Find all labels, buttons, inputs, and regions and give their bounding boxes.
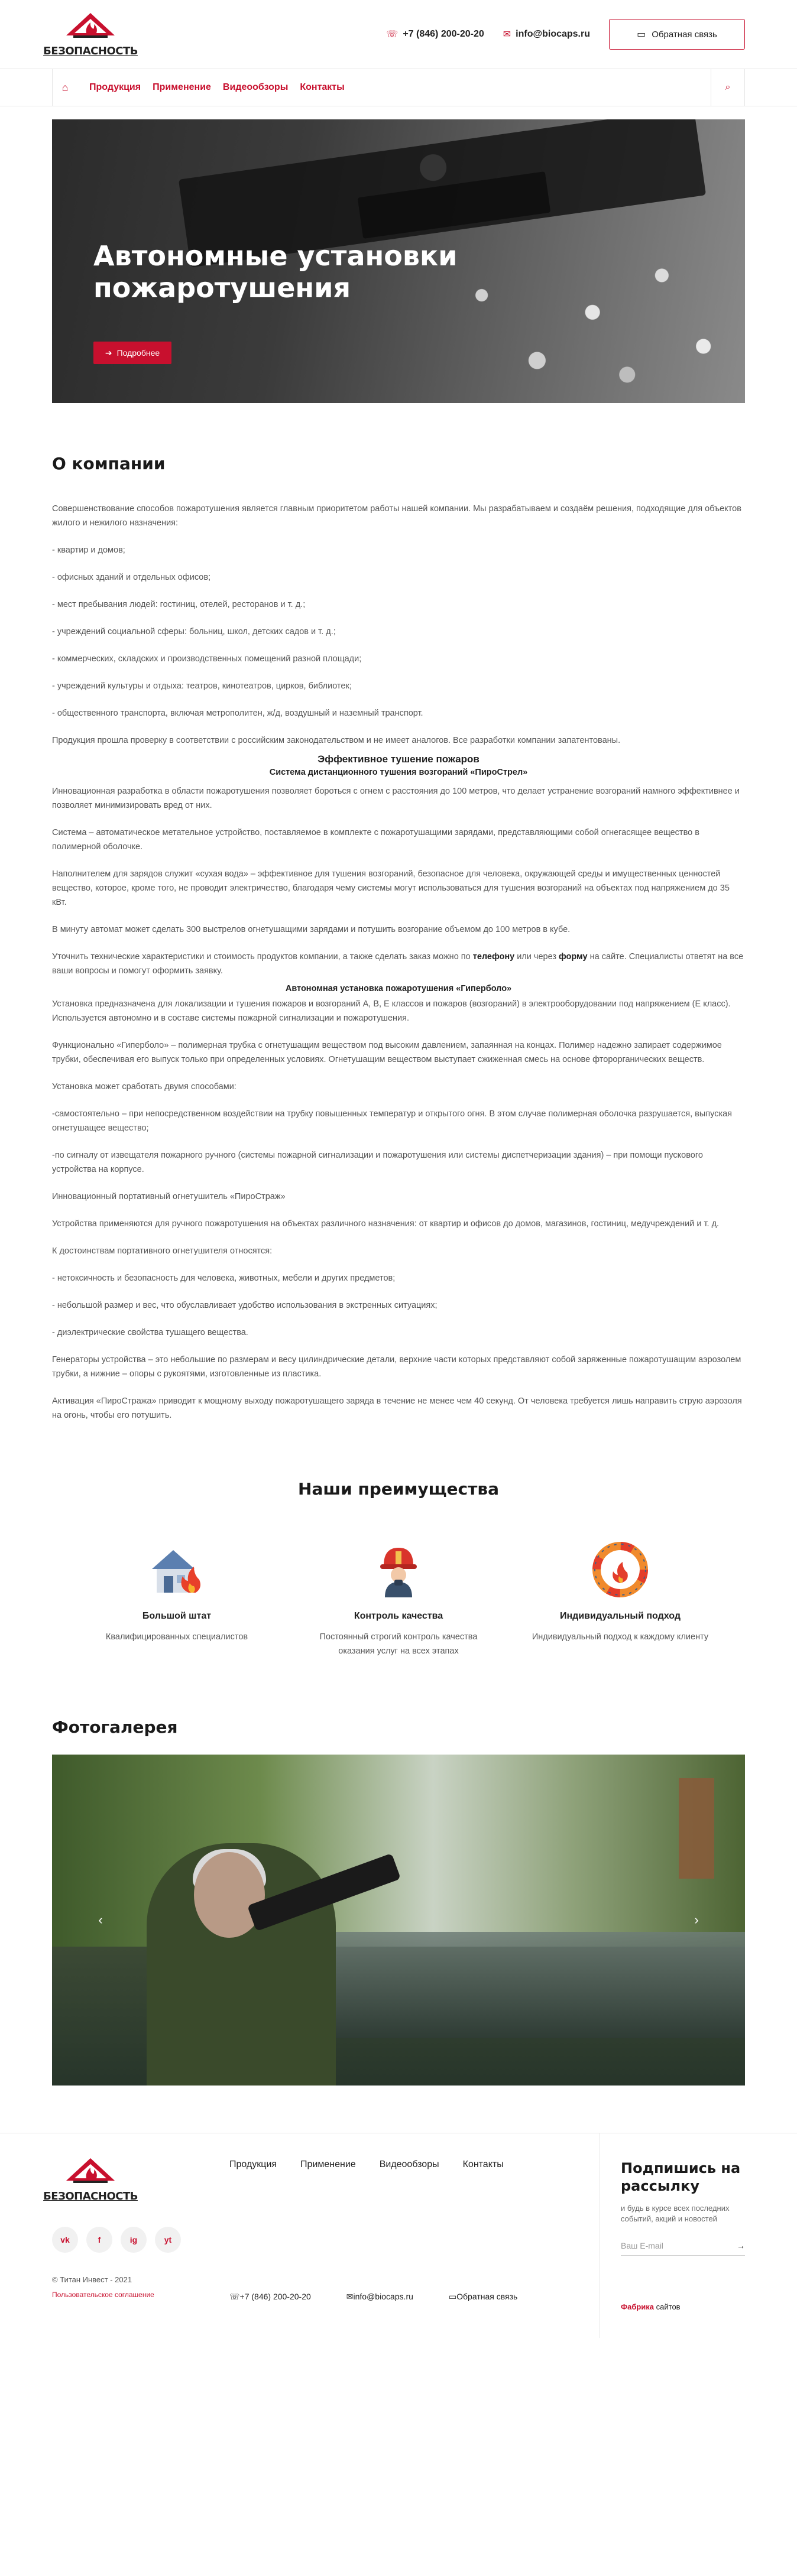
footer-menu-video-reviews[interactable]: Видеообзоры (379, 2159, 439, 2169)
main-nav (0, 69, 797, 106)
about-paragraph: Инновационная разработка в области пожаротушения позволяет бороться с огнем с расстояния до 100 метров, что делает устранение возгораний намного эффективнее и позволяет минимизировать вред от них. (52, 787, 740, 810)
about-paragraph: Установка может сработать двумя способами: (52, 1082, 236, 1092)
search-icon[interactable]: ⌕ (711, 69, 744, 106)
about-list-item: - нетоксичность и безопасность для человека, животных, мебели и других предметов; (52, 1274, 396, 1283)
vk-icon[interactable]: vk (52, 2227, 78, 2253)
mail-icon: ✉ (346, 2292, 354, 2301)
advantages-section (52, 1479, 745, 1658)
arrow-right-icon[interactable]: → (737, 2241, 745, 2250)
about-list-item: - мест пребывания людей: гостиниц, отелей, ресторанов и т. д.; (52, 600, 306, 609)
about-paragraph: Генераторы устройства – это небольшие по размерам и весу цилиндрические детали, верхние части которых представляют собой заряженные пожаротушащим аэрозолем трубки, а нижние – опоры с рукоятями, изготовленные из пластика. (52, 1355, 741, 1379)
about-list-item: - небольшой размер и вес, что обуславливает удобство использования в экстренных ситуациях; (52, 1301, 438, 1310)
mail-icon: ✉ (503, 30, 511, 40)
advantage-card (301, 1540, 496, 1658)
logo-text: БЕЗОПАСНОСТЬ (43, 2190, 138, 2203)
subscribe-email-input[interactable] (621, 2241, 745, 2256)
arrow-right-icon: ➔ (105, 347, 112, 358)
about-paragraph: К достоинствам портативного огнетушителя относятся: (52, 1246, 273, 1256)
about-list-item: - диэлектрические свойства тушащего вещества. (52, 1328, 248, 1337)
phone-icon: ☏ (386, 30, 398, 40)
policy-link[interactable]: Пользовательское соглашение (52, 2291, 154, 2299)
feedback-button[interactable] (609, 19, 745, 50)
site-footer (0, 2133, 797, 2338)
footer-logo[interactable] (43, 2157, 138, 2203)
header-phone: +7 (846) 200-20-20 (403, 29, 484, 39)
advantage-name: Контроль качества (354, 1611, 443, 1621)
social-links (52, 2227, 181, 2253)
site-header (0, 0, 797, 106)
subscribe-text: и будь в курсе всех последних событий, акций и новостей (621, 2204, 730, 2223)
advantage-desc: Индивидуальный подход к каждому клиенту (532, 1632, 709, 1642)
fire-lifebuoy-icon (591, 1540, 650, 1599)
subscribe-title: Подпишись на рассылку (621, 2160, 741, 2194)
footer-email: info@biocaps.ru (353, 2292, 413, 2301)
facebook-icon[interactable]: f (86, 2227, 112, 2253)
effective-heading: Эффективное тушение пожаров (317, 753, 480, 765)
contact-text: на сайте. Специалисты ответят на все ваши вопросы и помогут оформить заявку. (52, 952, 744, 976)
about-paragraph: Инновационный портативный огнетушитель «ПироСтраж» (52, 1192, 286, 1201)
home-icon[interactable]: ⌂ (61, 81, 69, 93)
footer-email-link[interactable] (346, 2292, 413, 2302)
email-placeholder: Ваш E-mail (621, 2241, 663, 2250)
about-list-item: - квартир и домов; (52, 545, 125, 555)
advantage-card (79, 1540, 274, 1658)
about-list-item: - общественного транспорта, включая метрополитен, ж/д, воздушный и наземный транспорт. (52, 709, 423, 718)
advantage-name: Большой штат (142, 1611, 212, 1621)
house-fire-icon (147, 1540, 206, 1599)
footer-menu (229, 2159, 504, 2170)
about-paragraph: -по сигналу от извещателя пожарного ручного (системы пожарной сигнализации и пожаротушения или системы диспетчеризации здания) – при помощи пускового устройства на корпусе. (52, 1151, 703, 1174)
youtube-icon[interactable]: yt (155, 2227, 181, 2253)
feedback-label: Обратная связь (652, 29, 717, 40)
about-paragraph: -самостоятельно – при непосредственном воздействии на трубку повышенных температур и открытого огня. В этом случае полимерная оболочка разрушается, выпуская огнетушащее вещество; (52, 1109, 733, 1133)
footer-phone-link[interactable] (229, 2292, 311, 2302)
about-paragraph: Система – автоматическое метательное устройство, поставляемое в комплекте с пожаротушащими зарядами, представляющими собой огнегасящее вещество в полимерной оболочке. (52, 828, 699, 852)
advantage-desc: Постоянный строгий контроль качества оказания услуг на всех этапах (319, 1632, 478, 1656)
instagram-icon[interactable]: ig (121, 2227, 147, 2253)
logo[interactable] (43, 12, 138, 57)
footer-menu-application[interactable]: Применение (300, 2159, 356, 2169)
chevron-right-icon[interactable]: › (694, 1912, 699, 1927)
logo-emblem-icon (65, 12, 116, 44)
footer-menu-contacts[interactable]: Контакты (462, 2159, 504, 2169)
contact-text: или через (514, 952, 559, 961)
footer-menu-products[interactable]: Продукция (229, 2159, 277, 2169)
about-title: О компании (52, 454, 166, 473)
header-topbar (0, 0, 797, 69)
firefighter-icon (369, 1540, 428, 1599)
subscribe-block (621, 2159, 745, 2256)
logo-text: БЕЗОПАСНОСТЬ (43, 44, 138, 57)
about-list-item: - коммерческих, складских и производственных помещений разной площади; (52, 654, 362, 664)
header-email: info@biocaps.ru (516, 29, 590, 39)
nav-item-application[interactable]: Применение (153, 82, 211, 92)
advantage-name: Индивидуальный подход (560, 1611, 681, 1621)
hero-more-label: Подробнее (116, 348, 160, 358)
footer-feedback: Обратная связь (456, 2292, 518, 2301)
footer-feedback-link[interactable] (449, 2292, 517, 2302)
hyperbola-heading: Автономная установка пожаротушения «Гиперболо» (285, 984, 512, 993)
about-list-item: - учреждений социальной сферы: больниц, школ, детских садов и т. д.; (52, 627, 336, 636)
header-email-link[interactable] (503, 28, 590, 40)
about-section (52, 454, 745, 1422)
about-paragraph: Установка предназначена для локализации и тушения пожаров и возгораний A, B, E классов и пожаров (возгораний) в электрооборудовании под напряжением (E класс). Используется автономно и в составе системы пожарной сигнализации и пожаротушения. (52, 999, 731, 1023)
chevron-left-icon[interactable]: ‹ (98, 1912, 103, 1927)
advantage-desc: Квалифицированных специалистов (105, 1632, 248, 1642)
about-paragraph: Активация «ПироСтража» приводит к мощному выходу пожаротушащего заряда в течение не менее чем 40 секунд. От человека требуется лишь направить струю аэрозоля на огонь, чтобы его потушить. (52, 1396, 742, 1420)
hero-banner (52, 119, 745, 403)
about-paragraph-contact (52, 950, 745, 978)
header-phone-link[interactable] (386, 28, 484, 40)
nav-item-video-reviews[interactable]: Видеообзоры (222, 82, 289, 92)
contact-text: Уточнить технические характеристики и стоимость продуктов компании, а также сделать заказ можно по (52, 952, 473, 961)
chat-icon: ▭ (637, 30, 646, 40)
logo-emblem-icon (65, 2157, 116, 2189)
nav-item-contacts[interactable]: Контакты (300, 82, 345, 92)
chat-icon: ▭ (448, 2292, 457, 2301)
footer-contacts (229, 2292, 517, 2302)
developer-rest: сайтов (654, 2302, 681, 2311)
about-paragraph: Функционально «Гиперболо» – полимерная трубка с огнетушащим веществом под высоким давлением, запаянная на концах. Полимер надежно запирает содержимое трубки, обеспечивая его выпуск только при определенных условиях. Огнетушащим веществом выступает сжиженная смесь на основе фторорганических веществ. (52, 1041, 722, 1064)
advantage-card (523, 1540, 718, 1658)
gallery-title: Фотогалерея (52, 1717, 178, 1737)
hero-more-button[interactable] (93, 342, 171, 364)
footer-phone: +7 (846) 200-20-20 (239, 2292, 311, 2301)
advantages-grid (79, 1540, 718, 1658)
gallery-section (52, 1717, 745, 2086)
gallery-photo-tower (679, 1778, 714, 1879)
about-paragraph: Устройства применяются для ручного пожаротушения на объектах различного назначения: от квартир и офисов до домов, магазинов, гостиниц, медучреждений и т. д. (52, 1219, 720, 1229)
nav-item-products[interactable]: Продукция (89, 82, 141, 92)
copyright: © Титан Инвест - 2021 (52, 2275, 132, 2284)
advantages-title: Наши преимущества (298, 1479, 499, 1499)
gallery-slider[interactable] (52, 1755, 745, 2086)
hero-title: Автономные установки пожаротушения (93, 240, 458, 304)
about-paragraph: В минуту автомат может сделать 300 выстрелов огнетушащими зарядами и потушить возгорание объемом до 100 метров в кубе. (52, 925, 571, 934)
form-link[interactable]: форму (559, 952, 588, 961)
about-paragraph: Совершенствование способов пожаротушения является главным приоритетом работы нашей компании. Мы разрабатываем и создаём решения, подходящие для объектов жилого и нежилого назначения: (52, 504, 741, 528)
about-paragraph: Наполнителем для зарядов служит «сухая вода» – эффективное для тушения возгораний, безопасное для человека, окружающей среды и имущественных ценностей вещество, которое, кроме того, не проводит электричество, благодаря чему системы могут использоваться для тушения возгораний на объектах под напряжением до 35 кВт. (52, 869, 730, 907)
about-list-item: - учреждений культуры и отдыха: театров, кинотеатров, цирков, библиотек; (52, 681, 352, 691)
about-list-item: - офисных зданий и отдельных офисов; (52, 573, 211, 582)
phone-icon: ☏ (229, 2292, 240, 2301)
developer-credit[interactable] (621, 2302, 681, 2311)
pyrostrel-heading: Система дистанционного тушения возгораний «ПироСтрел» (269, 768, 528, 777)
about-paragraph: Продукция прошла проверку в соответствии с российским законодательством и не имеет аналогов. Все разработки компании запатентованы. (52, 736, 621, 745)
phone-link[interactable]: телефону (472, 952, 515, 961)
developer-brand: Фабрика (621, 2302, 655, 2311)
header-contacts (386, 19, 745, 50)
